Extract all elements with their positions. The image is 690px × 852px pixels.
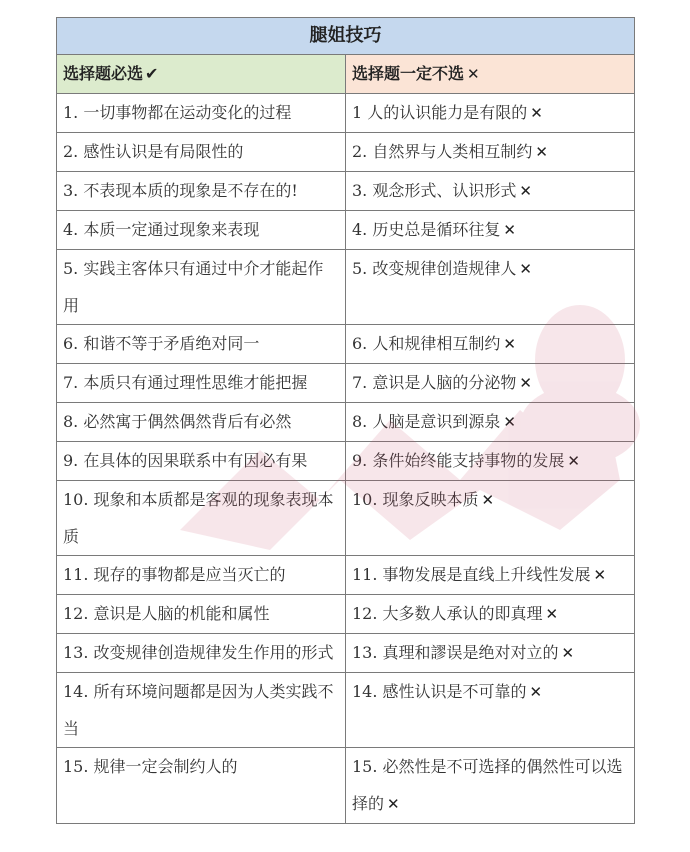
table-row [57, 673, 635, 748]
table-row [57, 94, 635, 133]
never-choose-cell [346, 595, 635, 634]
cross-icon: ✕ [529, 683, 543, 701]
must-choose-cell: 5. 实践主客体只有通过中介才能起作用 [57, 250, 346, 325]
never-choose-text: 14. 感性认识是不可靠的 [352, 682, 527, 701]
cross-icon: ✕ [503, 413, 516, 431]
cross-icon: ✕ [467, 65, 480, 83]
never-choose-cell [346, 211, 635, 250]
never-choose-cell [346, 250, 635, 325]
table-row [57, 481, 635, 556]
cross-icon: ✕ [503, 221, 516, 239]
cross-icon: ✕ [561, 644, 575, 662]
title-row [57, 18, 635, 55]
cross-icon: ✕ [481, 491, 495, 509]
must-choose-cell: 14. 所有环境问题都是因为人类实践不当 [57, 673, 346, 748]
table-row [57, 250, 635, 325]
must-choose-cell: 13. 改变规律创造规律发生作用的形式 [57, 634, 346, 673]
tips-table [56, 17, 635, 824]
never-choose-text: 8. 人脑是意识到源泉 [352, 412, 501, 431]
never-choose-cell [346, 94, 635, 133]
cross-icon: ✕ [519, 260, 532, 278]
never-choose-text: 1 人的认识能力是有限的 [352, 103, 528, 122]
never-choose-text: 7. 意识是人脑的分泌物 [352, 373, 517, 392]
table-row [57, 364, 635, 403]
never-choose-text: 15. 必然性是不可选择的偶然性可以选择的 [352, 757, 623, 813]
table-row [57, 403, 635, 442]
table-row [57, 556, 635, 595]
cross-icon: ✕ [503, 335, 516, 353]
table-row [57, 442, 635, 481]
must-choose-cell: 6. 和谐不等于矛盾绝对同一 [57, 325, 346, 364]
never-choose-cell [346, 556, 635, 595]
must-choose-cell: 11. 现存的事物都是应当灭亡的 [57, 556, 346, 595]
never-choose-label: 选择题一定不选 [352, 64, 465, 83]
never-choose-text: 4. 历史总是循环往复 [352, 220, 501, 239]
table-row [57, 211, 635, 250]
never-choose-text: 10. 现象反映本质 [352, 490, 479, 509]
never-choose-text: 12. 大多数人承认的即真理 [352, 604, 543, 623]
never-choose-text: 13. 真理和謬误是绝对对立的 [352, 643, 559, 662]
cross-icon: ✕ [567, 452, 580, 470]
never-choose-cell [346, 442, 635, 481]
never-choose-text: 5. 改变规律创造规律人 [352, 259, 517, 278]
cross-icon: ✕ [545, 605, 559, 623]
must-choose-cell: 15. 规律一定会制约人的 [57, 748, 346, 824]
must-choose-cell: 9. 在具体的因果联系中有因必有果 [57, 442, 346, 481]
must-choose-cell: 3. 不表现本质的现象是不存在的! [57, 172, 346, 211]
header-row [57, 55, 635, 94]
never-choose-cell [346, 325, 635, 364]
never-choose-text: 6. 人和规律相互制约 [352, 334, 501, 353]
cross-icon: ✕ [519, 374, 532, 392]
never-choose-cell [346, 748, 635, 824]
table-row [57, 748, 635, 824]
must-choose-cell: 10. 现象和本质都是客观的现象表现本质 [57, 481, 346, 556]
never-choose-header [346, 55, 635, 94]
never-choose-cell [346, 481, 635, 556]
must-choose-cell: 4. 本质一定通过现象来表现 [57, 211, 346, 250]
must-choose-cell: 8. 必然寓于偶然偶然背后有必然 [57, 403, 346, 442]
never-choose-cell [346, 172, 635, 211]
must-choose-label: 选择题必选 [63, 64, 144, 83]
table-row [57, 172, 635, 211]
must-choose-cell: 2. 感性认识是有局限性的 [57, 133, 346, 172]
never-choose-text: 9. 条件始终能支持事物的发展 [352, 451, 565, 470]
never-choose-text: 2. 自然界与人类相互制约 [352, 142, 533, 161]
never-choose-cell [346, 364, 635, 403]
table-row [57, 595, 635, 634]
cross-icon: ✕ [519, 182, 532, 200]
table-row [57, 634, 635, 673]
must-choose-cell: 12. 意识是人脑的机能和属性 [57, 595, 346, 634]
never-choose-cell [346, 403, 635, 442]
never-choose-text: 3. 观念形式、认识形式 [352, 181, 517, 200]
table-row [57, 325, 635, 364]
cross-icon: ✕ [387, 795, 400, 813]
table-row [57, 133, 635, 172]
must-choose-cell: 1. 一切事物都在运动变化的过程 [57, 94, 346, 133]
never-choose-cell [346, 634, 635, 673]
must-choose-header [57, 55, 346, 94]
check-icon: ✔ [145, 64, 159, 83]
never-choose-text: 11. 事物发展是直线上升线性发展 [352, 565, 591, 584]
never-choose-cell [346, 673, 635, 748]
must-choose-cell: 7. 本质只有通过理性思维才能把握 [57, 364, 346, 403]
never-choose-cell [346, 133, 635, 172]
cross-icon: ✕ [535, 143, 548, 161]
cross-icon: ✕ [593, 566, 607, 584]
cross-icon: ✕ [530, 104, 543, 122]
table-title: 腿姐技巧 [57, 18, 635, 55]
